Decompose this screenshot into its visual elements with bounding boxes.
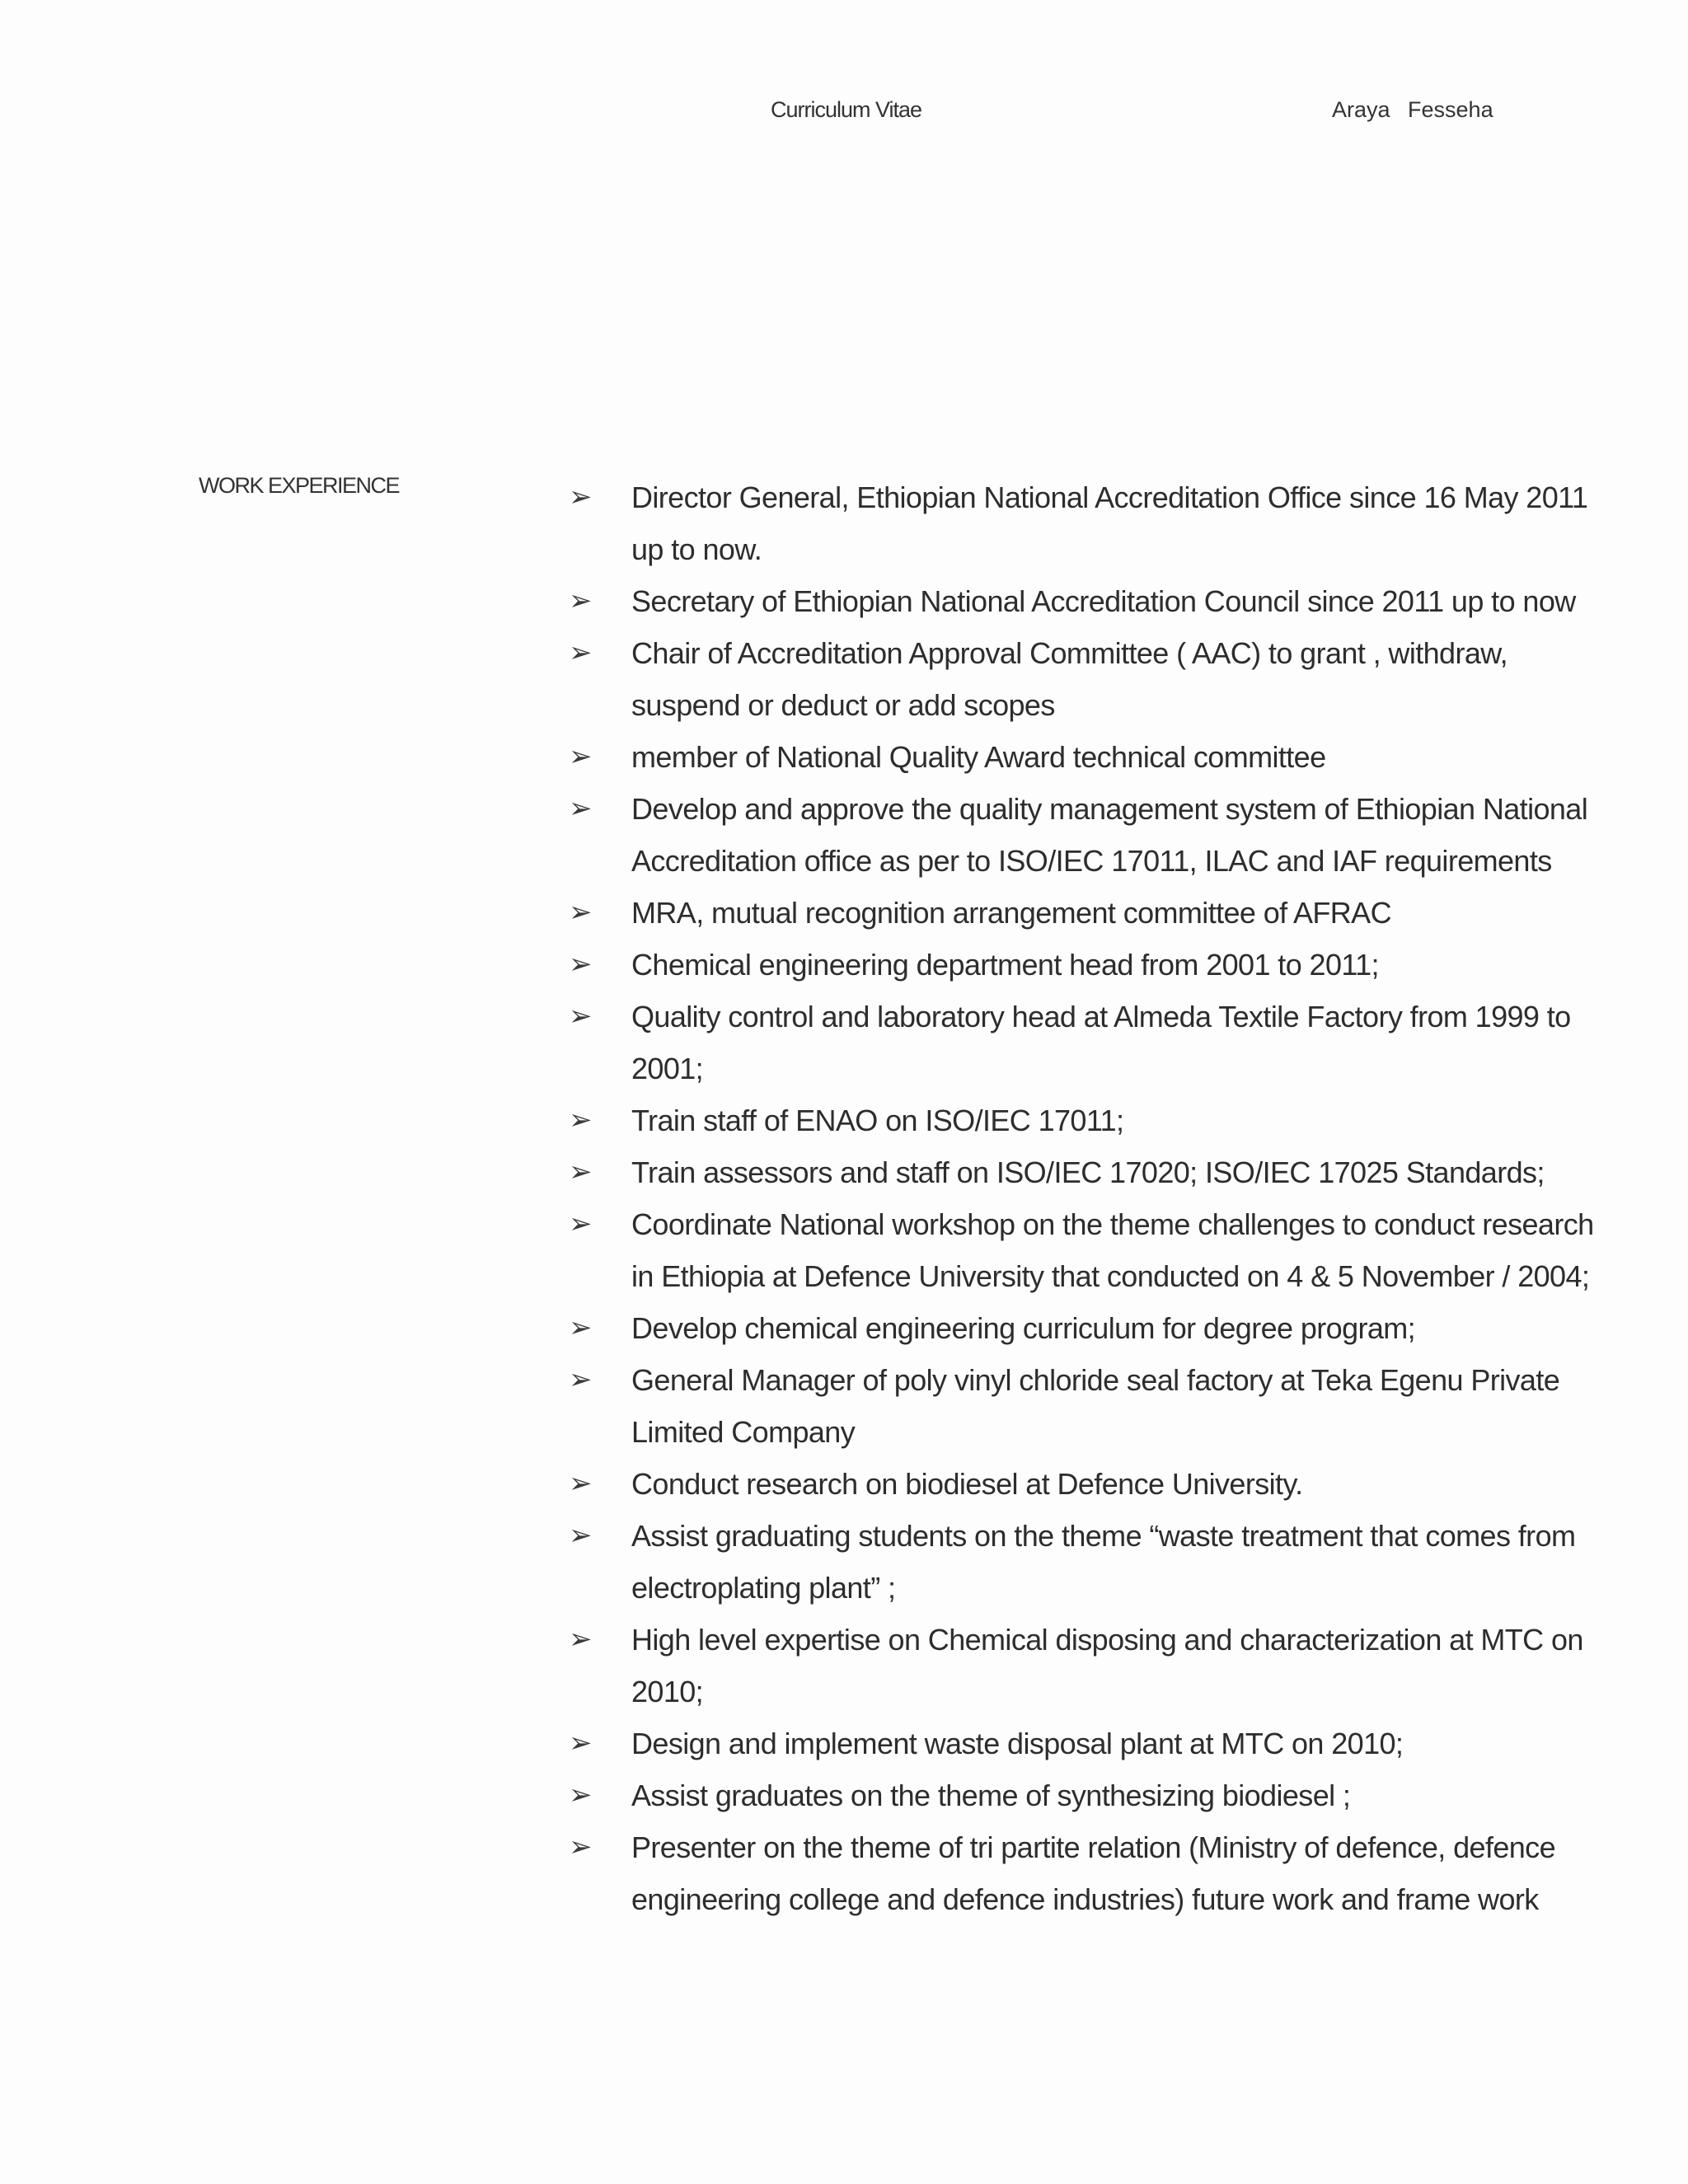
list-item <box>569 471 1607 575</box>
list-item-text: Chair of Accreditation Approval Committee ( AAC) to grant , withdraw, suspend or deduct or add scopes <box>631 636 1508 722</box>
arrow-bullet-icon: ➢ <box>569 1468 593 1499</box>
list-item-text: Chemical engineering department head from 2001 to 2011; <box>631 948 1379 982</box>
arrow-bullet-icon: ➢ <box>569 741 593 772</box>
list-item-text: Director General, Ethiopian National Accreditation Office since 16 May 2011 up to now. <box>631 480 1588 566</box>
arrow-bullet-icon: ➢ <box>569 481 593 513</box>
section-label-work-experience: WORK EXPERIENCE <box>199 473 400 498</box>
list-item <box>569 1718 1607 1769</box>
arrow-bullet-icon: ➢ <box>569 637 593 668</box>
list-item <box>569 939 1607 991</box>
arrow-bullet-icon: ➢ <box>569 1831 593 1863</box>
list-item <box>569 1302 1607 1354</box>
list-item-text: Coordinate National workshop on the theme challenges to conduct research in Ethiopia at Defence University that conducted on 4 & 5 November / 2004; <box>631 1207 1594 1293</box>
arrow-bullet-icon: ➢ <box>569 1520 593 1551</box>
list-item <box>569 1614 1607 1718</box>
list-item-text: Train staff of ENAO on ISO/IEC 17011; <box>631 1104 1124 1137</box>
list-item <box>569 783 1607 887</box>
arrow-bullet-icon: ➢ <box>569 1727 593 1759</box>
list-item-text: Presenter on the theme of tri partite relation (Ministry of defence, defence engineering college and defence industries) future work and frame work <box>631 1830 1556 1916</box>
list-item-text: Train assessors and staff on ISO/IEC 17020; ISO/IEC 17025 Standards; <box>631 1155 1545 1189</box>
list-item-text: Assist graduates on the theme of synthesizing biodiesel ; <box>631 1779 1351 1812</box>
list-item <box>569 1458 1607 1510</box>
list-item <box>569 1354 1607 1458</box>
arrow-bullet-icon: ➢ <box>569 585 593 616</box>
arrow-bullet-icon: ➢ <box>569 897 593 928</box>
list-item-text: Develop chemical engineering curriculum for degree program; <box>631 1311 1416 1345</box>
list-item-text: Quality control and laboratory head at Almeda Textile Factory from 1999 to 2001; <box>631 1000 1571 1085</box>
list-item <box>569 1198 1607 1302</box>
list-item-text: High level expertise on Chemical disposing and characterization at MTC on 2010; <box>631 1623 1583 1708</box>
arrow-bullet-icon: ➢ <box>569 1156 593 1188</box>
list-item-text: member of National Quality Award technical committee <box>631 740 1326 774</box>
arrow-bullet-icon: ➢ <box>569 1779 593 1811</box>
header-author-name: Araya Fesseha <box>1332 97 1493 122</box>
work-experience-list <box>569 471 1607 1925</box>
arrow-bullet-icon: ➢ <box>569 1312 593 1343</box>
header-title: Curriculum Vitae <box>771 97 922 122</box>
arrow-bullet-icon: ➢ <box>569 1104 593 1136</box>
arrow-bullet-icon: ➢ <box>569 949 593 980</box>
list-item <box>569 1146 1607 1198</box>
list-item-text: Design and implement waste disposal plant at MTC on 2010; <box>631 1727 1404 1760</box>
list-item <box>569 1510 1607 1614</box>
list-item-text: Assist graduating students on the theme “waste treatment that comes from electroplating plant” ; <box>631 1519 1576 1605</box>
list-item-text: MRA, mutual recognition arrangement committee of AFRAC <box>631 896 1391 930</box>
list-item <box>569 991 1607 1094</box>
list-item <box>569 1821 1607 1925</box>
list-item-text: Conduct research on biodiesel at Defence University. <box>631 1467 1303 1501</box>
list-item <box>569 731 1607 783</box>
arrow-bullet-icon: ➢ <box>569 793 593 824</box>
list-item-text: Develop and approve the quality management system of Ethiopian National Accreditation office as per to ISO/IEC 17011, ILAC and IAF requirements <box>631 792 1588 878</box>
arrow-bullet-icon: ➢ <box>569 1624 593 1655</box>
list-item <box>569 887 1607 939</box>
arrow-bullet-icon: ➢ <box>569 1208 593 1240</box>
arrow-bullet-icon: ➢ <box>569 1001 593 1032</box>
list-item <box>569 1769 1607 1821</box>
arrow-bullet-icon: ➢ <box>569 1364 593 1395</box>
list-item-text: General Manager of poly vinyl chloride seal factory at Teka Egenu Private Limited Company <box>631 1363 1560 1449</box>
list-item <box>569 1094 1607 1146</box>
list-item <box>569 627 1607 731</box>
list-item-text: Secretary of Ethiopian National Accreditation Council since 2011 up to now <box>631 584 1576 618</box>
list-item <box>569 575 1607 627</box>
